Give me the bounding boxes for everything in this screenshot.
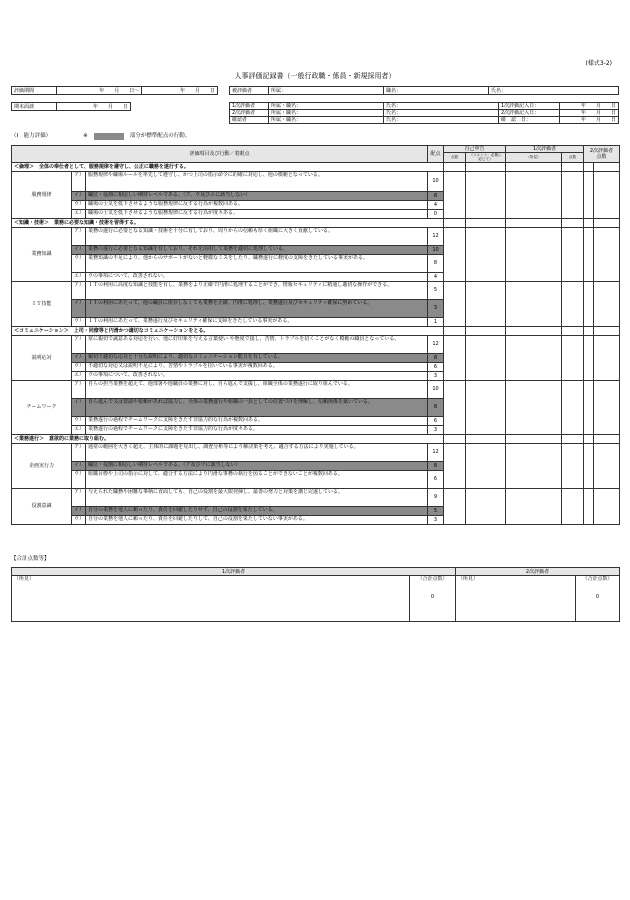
item-points: 8 [428, 254, 444, 272]
note-text: 部分が標準配点の行動。 [129, 133, 191, 140]
item-mark: イ） [72, 191, 86, 200]
item-text: 業務遂行の過程でチームワークに支障をきたす非協力的な行為が度々ある。 [86, 425, 428, 434]
item-mark: ウ） [72, 317, 86, 326]
item-name: 役割意識 [12, 488, 72, 524]
item-text: 自分の業務を他人に頼ったり、責任を回避したりして、自己の役割を果たしていない事実がある。 [86, 515, 428, 524]
section-blank-cell [506, 326, 562, 335]
item-mark: イ） [72, 398, 86, 416]
evaluator-role: 確認者 [230, 117, 269, 124]
item-text: ＩＴの利用に高度な知識と技能を有し、業務をより正確で円滑に処理することができ、情報セキュリティに精通し適切な操作ができる。 [86, 281, 428, 299]
second-points-input[interactable] [594, 171, 620, 218]
item-points: 0 [428, 209, 444, 218]
section-blank-cell [584, 326, 594, 335]
evaluator-date[interactable]: 年 月 日 [560, 103, 619, 110]
note-mark: ※ [83, 133, 88, 140]
total-first-sum-label: （合計点数） [417, 576, 448, 582]
section-row [12, 326, 620, 335]
section-title: ＜コミュニケーション＞ 上司・同僚等と円滑かつ適切なコミュニケーションをとる。 [12, 326, 444, 335]
self-comment-input[interactable] [466, 171, 506, 218]
second-points-input[interactable] [594, 281, 620, 326]
self-points-input[interactable] [444, 380, 466, 434]
item-mark: ア） [72, 281, 86, 299]
item-mark: イ） [72, 353, 86, 362]
item-mark: ウ） [72, 200, 86, 209]
item-mark: ウ） [72, 362, 86, 371]
evaluator-name[interactable]: 氏名： [384, 103, 499, 110]
col-items: 評価項目及び行動／着眼点 [12, 146, 428, 163]
period-table [11, 86, 218, 95]
first-opinion-input[interactable] [506, 171, 562, 218]
item-row [12, 227, 620, 245]
page-title: 人事評価記録書（一般行政職・係員・新規採用者） [234, 72, 396, 80]
section-blank-cell [584, 218, 594, 227]
self-points-input[interactable] [444, 335, 466, 380]
item-mark: イ） [72, 299, 86, 317]
item-mark: エ） [72, 272, 86, 281]
col-self-comment: （コメント：必要に応じて） [466, 153, 506, 163]
interview-label: 期末面談 [12, 103, 57, 111]
item-mark: ウ） [72, 254, 86, 272]
col-points: 配点 [428, 146, 444, 163]
evaluator-name[interactable]: 氏名： [384, 110, 499, 117]
section-blank-cell [594, 218, 620, 227]
evaluator-row [230, 110, 619, 117]
first-points-input[interactable] [562, 171, 584, 218]
section-blank-cell [444, 162, 466, 171]
second-spacer [584, 171, 594, 218]
first-opinion-input[interactable] [506, 227, 562, 281]
evaluator-row [230, 117, 619, 124]
item-points: 5 [428, 506, 444, 515]
evaluator-date-label: 1次評価記入日： [499, 103, 560, 110]
item-mark: ア） [72, 227, 86, 245]
item-text: ＩＴの利用にあたって、業務遂行及びセキュリティ確保に支障をきたしている事実がある。 [86, 317, 428, 326]
item-row [12, 281, 620, 299]
item-name: 服務規律 [12, 171, 72, 218]
evaluator-dept[interactable]: 所属・職名： [269, 117, 384, 124]
totals-table [11, 567, 620, 622]
second-spacer [584, 281, 594, 326]
evaluator-dept[interactable]: 所属・職名： [269, 110, 384, 117]
section-blank-cell [562, 434, 584, 443]
evaluator-date-label: 2次評価記入日： [499, 110, 560, 117]
total-first-sum[interactable]: 0 [430, 594, 435, 600]
item-points: 6 [428, 470, 444, 488]
item-mark: ア） [72, 488, 86, 506]
item-points: 4 [428, 272, 444, 281]
col-self-points: 点数 [444, 153, 466, 163]
item-name: 企画実行力 [12, 443, 72, 488]
section-blank-cell [466, 326, 506, 335]
item-name: 説明応対 [12, 335, 72, 380]
item-mark: エ） [72, 209, 86, 218]
item-text: 職場の士気を低下させるような服務規律に反する行為が複数回ある。 [86, 200, 428, 209]
col-first: 1次評価者 [506, 146, 584, 153]
item-mark: エ） [72, 371, 86, 380]
form-code: (様式3-2) [585, 60, 612, 67]
item-points: 10 [428, 380, 444, 398]
col-first-opinion: （所見） [506, 153, 562, 163]
item-text: 親切で適切な応対と十分な説明により、適切なコミュニケーション能力を有している。 [86, 353, 428, 362]
evaluatee-label: 被評価者 [230, 87, 269, 95]
first-opinion-input[interactable] [506, 281, 562, 326]
item-text: 自ら進んで又は要請や依頼があれば協力し、全体の業務遂行や組織の一員としての位置づけを理解し、信頼関係を築いている。 [86, 398, 428, 416]
period-to[interactable]: 年 月 日 [142, 87, 218, 95]
item-mark: ウ） [72, 515, 86, 524]
section-blank-cell [594, 326, 620, 335]
item-points: 10 [428, 171, 444, 191]
item-mark: ア） [72, 380, 86, 398]
second-points-input[interactable] [594, 488, 620, 524]
section-blank-cell [594, 162, 620, 171]
item-points: 8 [428, 353, 444, 362]
first-opinion-input[interactable] [506, 335, 562, 380]
section-blank-cell [562, 326, 584, 335]
first-opinion-input[interactable] [506, 380, 562, 434]
first-opinion-input[interactable] [506, 443, 562, 488]
item-mark: エ） [72, 425, 86, 434]
section-blank-cell [444, 434, 466, 443]
standard-swatch [94, 133, 124, 140]
item-points: 3 [428, 371, 444, 380]
first-points-input[interactable] [562, 380, 584, 434]
first-points-input[interactable] [562, 488, 584, 524]
item-points: 4 [428, 200, 444, 209]
section-blank-cell [444, 326, 466, 335]
item-points: 8 [428, 398, 444, 416]
item-text: 職場の士気を低下させるような服務規律に反する行為が度々ある。 [86, 209, 428, 218]
second-spacer [584, 335, 594, 380]
second-points-input[interactable] [594, 335, 620, 380]
second-spacer [584, 227, 594, 281]
ability-header [11, 133, 190, 140]
item-text: 不適切な対応又は説明不足により、苦情やトラブルを招いている事実が複数回ある。 [86, 362, 428, 371]
item-name: 業務知識 [12, 227, 72, 281]
total-first-head: 1次評価者 [12, 568, 456, 576]
evaluator-date[interactable]: 年 月 日 [560, 117, 619, 124]
self-points-input[interactable] [444, 281, 466, 326]
evaluators-table [229, 102, 619, 124]
item-name: チームワーク [12, 380, 72, 434]
total-second-opinion[interactable] [456, 576, 576, 622]
second-spacer [584, 443, 594, 488]
item-mark: イ） [72, 245, 86, 254]
section-blank-cell [594, 434, 620, 443]
col-self: 自己申告 [444, 146, 506, 153]
section-row [12, 162, 620, 171]
item-points: 12 [428, 443, 444, 461]
second-points-input[interactable] [594, 380, 620, 434]
first-points-input[interactable] [562, 227, 584, 281]
self-points-input[interactable] [444, 443, 466, 488]
second-spacer [584, 380, 594, 434]
section-blank-cell [506, 162, 562, 171]
item-points: 8 [428, 191, 444, 200]
item-mark: ウ） [72, 416, 86, 425]
section-blank-cell [562, 218, 584, 227]
item-mark: ウ） [72, 470, 86, 488]
evaluator-date[interactable]: 年 月 日 [560, 110, 619, 117]
section-title: ＜知識・技術＞ 業務に必要な知識・技術を習得する。 [12, 218, 444, 227]
evaluatee-dept[interactable]: 所属： [269, 87, 384, 95]
col-second: 2次評価者 [589, 147, 614, 154]
self-comment-input[interactable] [466, 335, 506, 380]
item-mark: ア） [72, 171, 86, 191]
item-points: 3 [428, 299, 444, 317]
evaluator-role: 2次評価者 [230, 110, 269, 117]
evaluatee-table [229, 86, 619, 95]
section-blank-cell [506, 218, 562, 227]
section-blank-cell [466, 162, 506, 171]
item-points: 1 [428, 317, 444, 326]
col-first-points: 点数 [562, 153, 584, 163]
item-text: 通常の範囲を大きく超え、主体的に課題を見出し、調査分析等により解決策を考え、適合する方法により実施している。 [86, 443, 428, 461]
interview-date[interactable]: 年 月 日 [57, 103, 131, 111]
total-second-sum-label: （合計点数） [582, 576, 613, 582]
item-points: 6 [428, 362, 444, 371]
item-points: 3 [428, 515, 444, 524]
first-points-input[interactable] [562, 443, 584, 488]
item-mark: イ） [72, 461, 86, 470]
item-row [12, 443, 620, 461]
first-points-input[interactable] [562, 335, 584, 380]
section-blank-cell [562, 162, 584, 171]
item-text: 職位・役割に相応しい期待レベルである。（ア及びウに該当しない） [86, 461, 428, 470]
col-second-points: 点数 [596, 153, 607, 160]
item-text: ＩＴの利用にあたって、他の職員に依存しなくても業務を正確、円滑に処理し、業務遂行及びセキュリティ確保に努めている。 [86, 299, 428, 317]
self-comment-input[interactable] [466, 227, 506, 281]
self-comment-input[interactable] [466, 443, 506, 488]
total-second-opinion-label: （所見） [458, 576, 479, 582]
self-comment-input[interactable] [466, 488, 506, 524]
section-blank-cell [506, 434, 562, 443]
evaluator-dept[interactable]: 所属・職名： [269, 103, 384, 110]
evaluator-role: 1次評価者 [230, 103, 269, 110]
evaluation-table [11, 145, 620, 525]
item-text: 自分の業務を他人に頼ったり、責任を回避したりせず、自己の役割を果たしている。 [86, 506, 428, 515]
item-row [12, 380, 620, 398]
item-text: 業務知識の不足により、他からのサポートがないと軽微なミスをしたり、職務遂行に軽度の支障をきたしている事実がある。 [86, 254, 428, 272]
item-points: 3 [428, 425, 444, 434]
ability-label: （Ⅰ 能力評価） [11, 133, 52, 140]
evaluator-name[interactable]: 氏名： [384, 117, 499, 124]
self-comment-input[interactable] [466, 281, 506, 326]
item-text: ウの事項について、改善されない。 [86, 272, 428, 281]
item-row [12, 171, 620, 191]
item-text: 業務の遂行に必要となる知識を有しており、それを活用して業務を適切に処理している。 [86, 245, 428, 254]
section-blank-cell [584, 162, 594, 171]
item-mark: ア） [72, 443, 86, 461]
item-row [12, 335, 620, 353]
period-from[interactable]: 年 月 日～ [57, 87, 142, 95]
section-blank-cell [466, 218, 506, 227]
section-blank-cell [466, 434, 506, 443]
item-points: 12 [428, 227, 444, 245]
second-points-input[interactable] [594, 227, 620, 281]
item-points: 10 [428, 245, 444, 254]
self-points-input[interactable] [444, 171, 466, 218]
self-points-input[interactable] [444, 227, 466, 281]
evaluatee-post[interactable]: 職名： [384, 87, 489, 95]
self-points-input[interactable] [444, 488, 466, 524]
item-mark: ア） [72, 335, 86, 353]
total-label: 【合計点数等】 [11, 556, 50, 562]
total-first-opinion-label: （所見） [14, 576, 35, 582]
item-text: 与えられた職務や困難な事柄に直面しても、自己の役割を最大限発揮し、最善の努力と対策を講じ完遂している。 [86, 488, 428, 506]
item-text: 組織目標や上司の指示に対して、適合する方法により円滑な事務の執行を図ることができないことが複数回ある。 [86, 470, 428, 488]
item-name: ＩＴ技能 [12, 281, 72, 326]
item-row [12, 488, 620, 506]
self-comment-input[interactable] [466, 380, 506, 434]
section-row [12, 434, 620, 443]
total-second-head: 2次評価者 [456, 568, 620, 576]
item-mark: イ） [72, 506, 86, 515]
section-blank-cell [444, 218, 466, 227]
section-row [12, 218, 620, 227]
second-points-input[interactable] [594, 443, 620, 488]
item-text: 業務の遂行に必要となる知識・技術を十分に有しており、周りからの信頼も厚く組織に大きく貢献している。 [86, 227, 428, 245]
total-first-opinion[interactable] [12, 576, 410, 622]
total-second-sum[interactable]: 0 [595, 594, 600, 600]
item-text: 自らの担当業務を超えて、他部署や他職員の業務に対し、自ら進んで支援し、組織全体の業務遂行に取り組んでいる。 [86, 380, 428, 398]
evaluator-date-label: 確 認 日： [499, 117, 560, 124]
first-opinion-input[interactable] [506, 488, 562, 524]
evaluator-row [230, 103, 619, 110]
item-text: 業務遂行の過程でチームワークに支障をきたす非協力的な行為が複数回ある。 [86, 416, 428, 425]
item-points: 6 [428, 416, 444, 425]
second-spacer [584, 488, 594, 524]
item-points: 9 [428, 488, 444, 506]
first-points-input[interactable] [562, 281, 584, 326]
item-points: 12 [428, 335, 444, 353]
item-points: 8 [428, 461, 444, 470]
item-text: 常に親切で誠意ある対応を行い、他に好印象を与える言葉使い や態度で接し、苦情、トラブルを招くことがなく模範の職員となっている。 [86, 335, 428, 353]
evaluatee-name[interactable]: 氏名： [489, 87, 619, 95]
item-text: 職位・役割に相応しい期待レベルである。（ア、ウ及びエに該当しない） [86, 191, 428, 200]
section-title: ＜倫理＞ 全体の奉仕者として、服務規律を遵守し、公正に職務を遂行する。 [12, 162, 444, 171]
period-label: 評価期間 [12, 87, 57, 95]
item-text: ウの事項について、改善されない。 [86, 371, 428, 380]
section-title: ＜業務遂行＞ 意欲的に業務に取り組む。 [12, 434, 444, 443]
interview-table [11, 102, 131, 111]
item-text: 服務規律や職場ルールを率先して遵守し、かつ上司の指示命令に的確に対応し、他の模範となっている。 [86, 171, 428, 191]
section-blank-cell [584, 434, 594, 443]
item-points: 5 [428, 281, 444, 299]
